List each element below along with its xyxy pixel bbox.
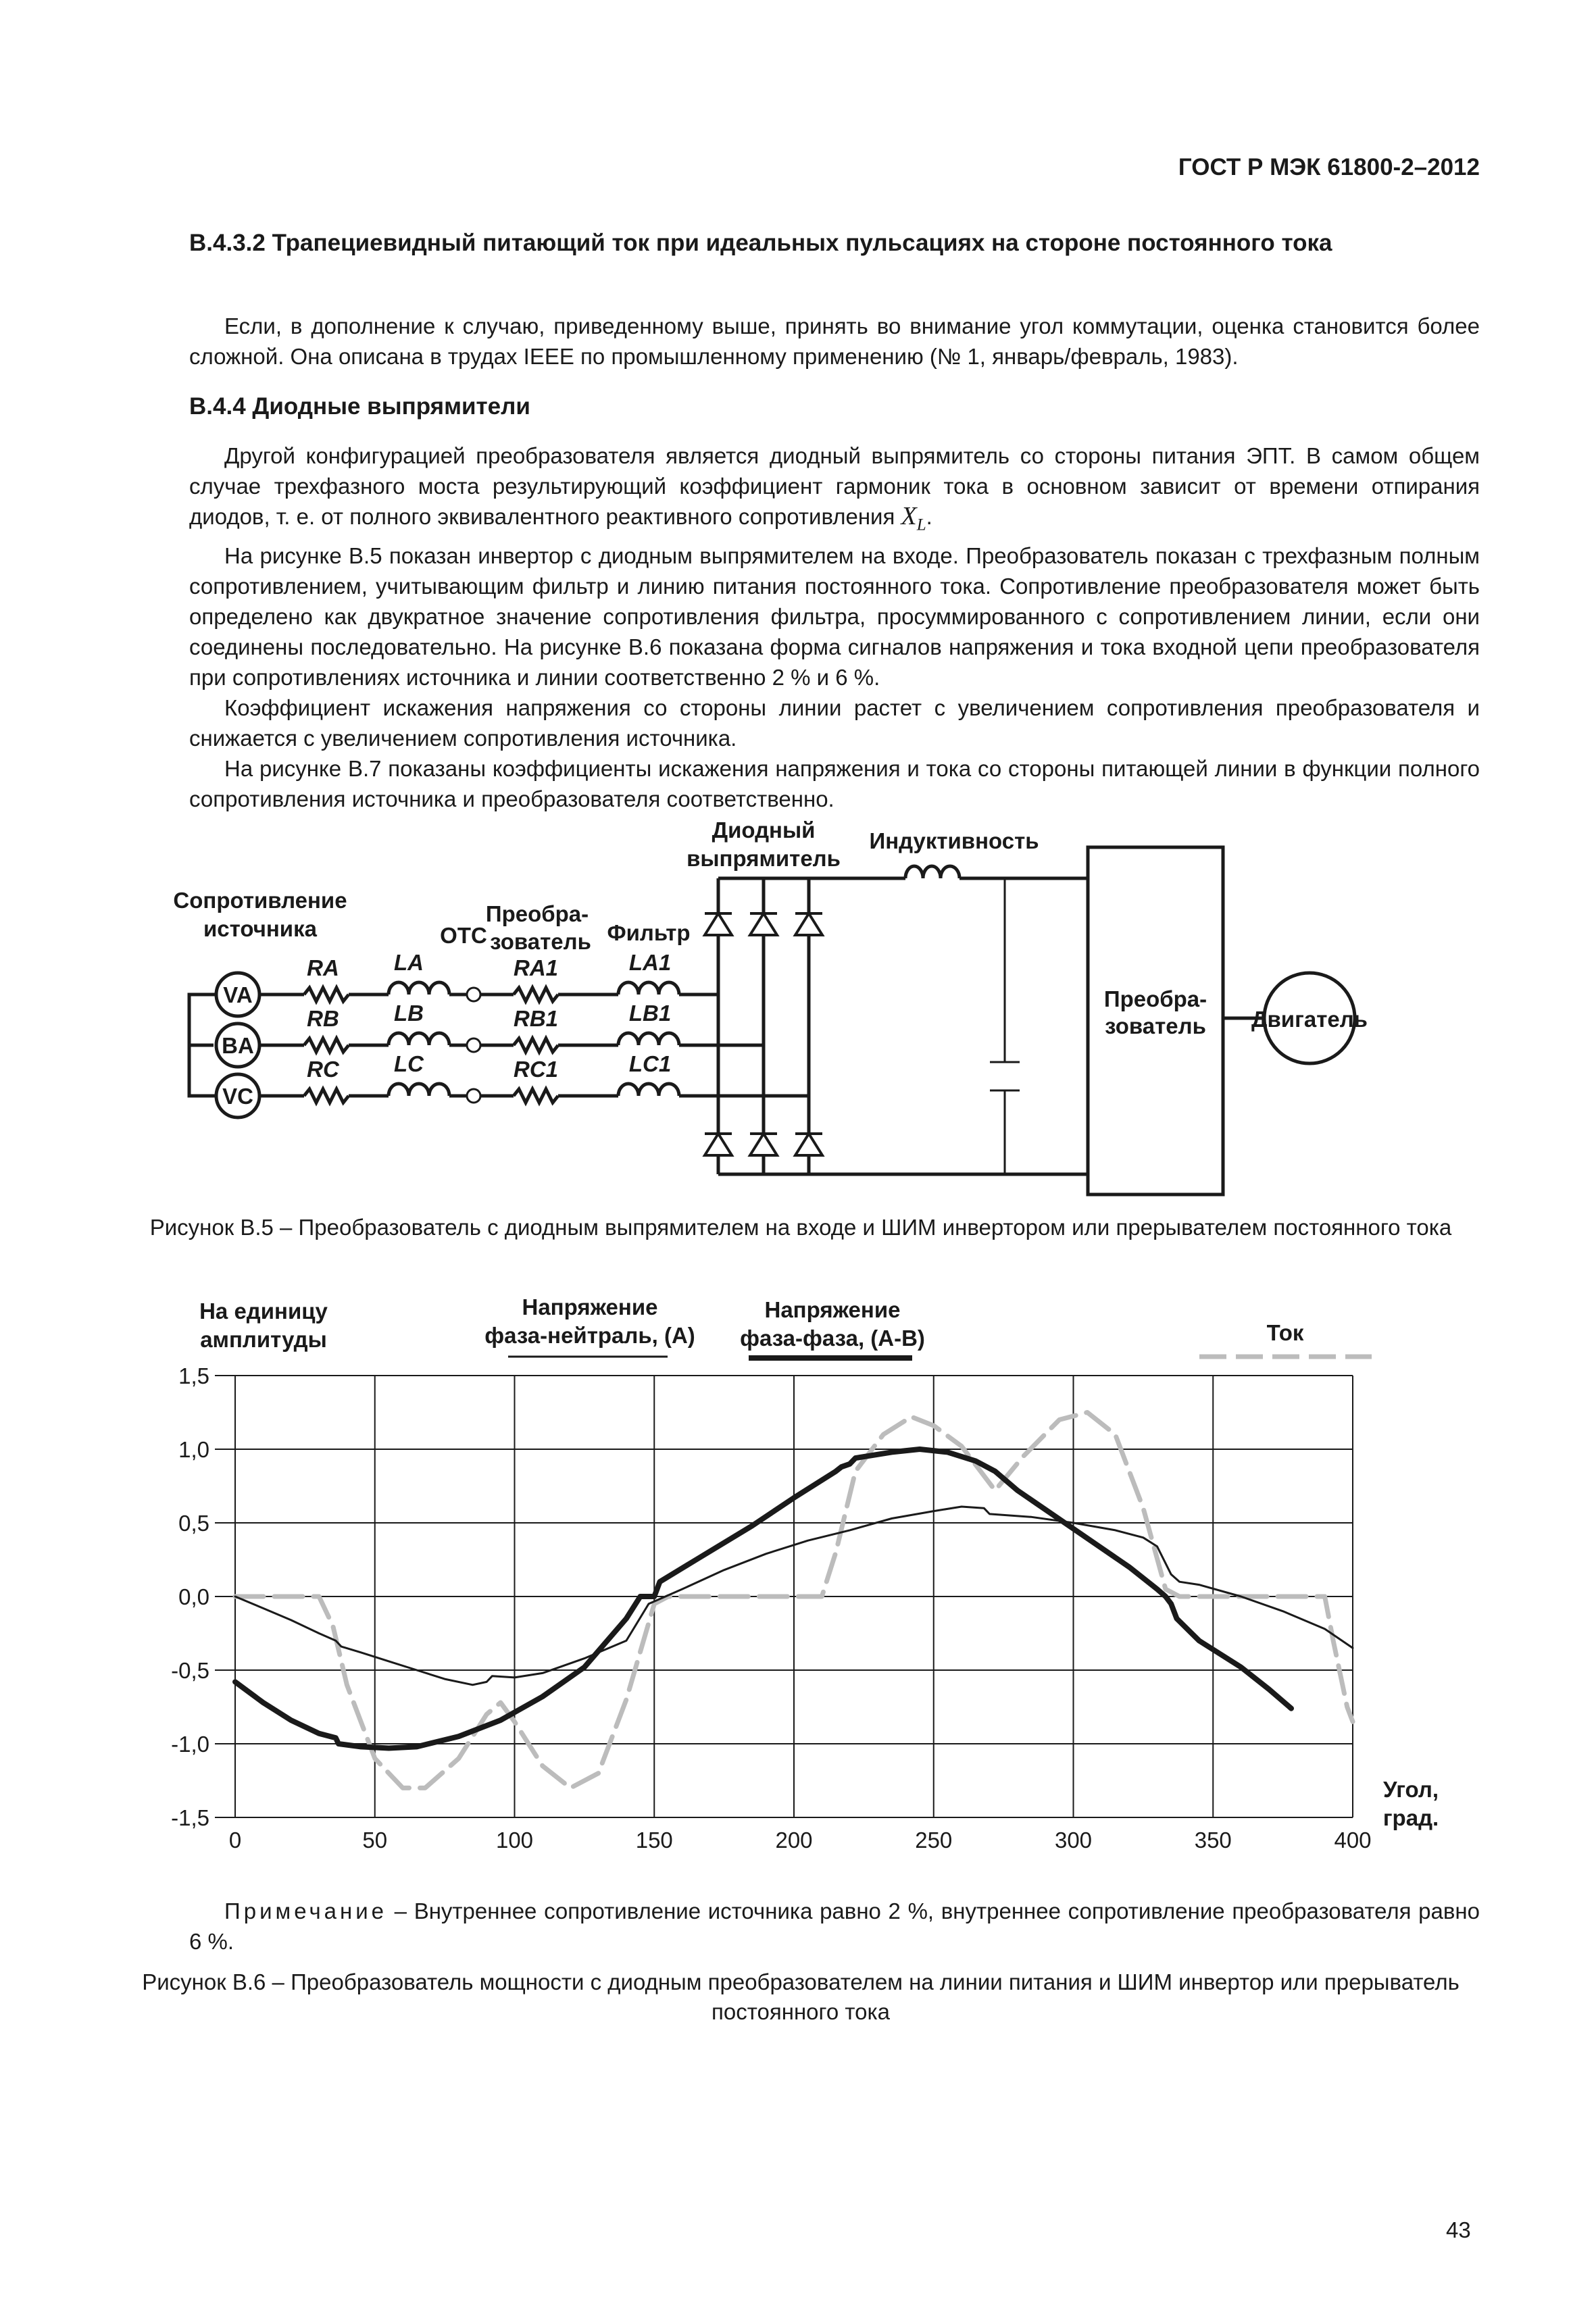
- page-number: 43: [1446, 2217, 1471, 2242]
- label-conv-2: зователь: [490, 929, 591, 954]
- xl-subscript: L: [916, 515, 926, 534]
- legend-unit-2: амплитуды: [200, 1327, 327, 1352]
- y-tick-label: -0,5: [171, 1658, 209, 1683]
- figure-b5-caption: Рисунок В.5 – Преобразователь с диодным выпрямителем на входе и ШИМ инвертором или прерывателем постоянного тока: [149, 1215, 1452, 1240]
- paragraph: Если, в дополнение к случаю, приведенному выше, принять во внимание угол коммутации, оценка становится более сложной. Она описана в трудах IEEE по промышленному применению (№ 1, январь/февраль, 1983).: [189, 313, 1480, 369]
- note-label: Примечание: [224, 1898, 388, 1923]
- x-tick-label: 50: [362, 1828, 388, 1853]
- label-filter: Фильтр: [607, 920, 691, 945]
- label-converter-2: зователь: [1105, 1013, 1206, 1038]
- legend-phase-neutral: Напряжение: [522, 1294, 658, 1319]
- label-va: VA: [223, 982, 253, 1007]
- y-tick-label: 0,0: [178, 1584, 209, 1609]
- label-lc1: LC1: [628, 1051, 672, 1076]
- paragraph: На рисунке В.7 показаны коэффициенты искажения напряжения и тока со стороны питающей линии в функции полного сопротивления источника и преобразователя соответственно.: [189, 755, 1480, 811]
- legend-phase-phase: Напряжение: [764, 1297, 901, 1322]
- label-ra1: RA1: [513, 955, 559, 980]
- chart-axes: [171, 1363, 1371, 1853]
- x-tick-label: 200: [775, 1828, 813, 1853]
- label-lc: LC: [394, 1051, 424, 1076]
- note-text: – Внутреннее сопротивление источника равно 2 %, внутреннее сопротивление преобразователя равно 6 %.: [189, 1898, 1480, 1954]
- label-rc: RC: [307, 1057, 339, 1082]
- legend-phase-phase-2: фаза-фаза, (A-B): [740, 1326, 925, 1351]
- section-b44-title: B.4.4 Диодные выпрямители: [189, 393, 530, 420]
- legend-phase-neutral-2: фаза-нейтраль, (A): [484, 1323, 695, 1348]
- label-rb1: RB1: [513, 1006, 559, 1031]
- label-lb: LB: [394, 1001, 424, 1026]
- x-tick-label: 150: [635, 1828, 673, 1853]
- label-ba: BA: [222, 1033, 254, 1058]
- figure-b6-caption: Рисунок В.6 – Преобразователь мощности с диодным преобразователем на линии питания и ШИМ инвертор или прерыватель постоянного тока: [142, 1969, 1460, 2024]
- legend-unit: На единицу: [199, 1299, 328, 1324]
- label-inductance: Индуктивность: [869, 828, 1039, 853]
- x-tick-label: 100: [495, 1828, 534, 1853]
- paragraph: Коэффициент искажения напряжения со стороны линии растет с увеличением сопротивления преобразователя и снижается с увеличением сопротивления источника.: [189, 695, 1480, 751]
- label-conv: Преобра-: [485, 901, 589, 926]
- y-tick-label: -1,0: [171, 1732, 209, 1757]
- x-tick-label: 0: [228, 1828, 242, 1853]
- legend-angle-2: град.: [1382, 1805, 1439, 1830]
- label-rc1: RC1: [513, 1057, 559, 1082]
- label-converter: Преобра-: [1103, 986, 1207, 1011]
- y-tick-label: 1,0: [178, 1437, 209, 1462]
- y-tick-label: -1,5: [171, 1805, 209, 1830]
- paragraph: На рисунке В.5 показан инвертор с диодным выпрямителем на входе. Преобразователь показан с трехфазным полным сопротивлением, учитывающим фильтр и линию питания постоянного тока. Сопротивление преобразователя может быть определено как двукратное значение сопротивления фильтра, просуммированного с сопротивлением линии, если они соединены последовательно. На рисунке В.6 показана форма сигналов напряжения и тока входной цепи преобразователя при сопротивлениях источника и линии соответственно 2 % и 6 %.: [189, 543, 1480, 690]
- x-tick-label: 250: [915, 1828, 953, 1853]
- label-ra: RA: [307, 955, 339, 980]
- legend-angle: Угол,: [1382, 1777, 1439, 1802]
- label-vc: VC: [222, 1084, 253, 1109]
- y-tick-label: 1,5: [178, 1363, 209, 1388]
- x-tick-label: 400: [1334, 1828, 1372, 1853]
- label-lb1: LB1: [628, 1001, 672, 1026]
- document-header: ГОСТ Р МЭК 61800-2–2012: [1178, 154, 1480, 180]
- legend-current: Ток: [1266, 1320, 1304, 1345]
- paragraph-end: .: [926, 504, 932, 529]
- x-tick-label: 350: [1194, 1828, 1232, 1853]
- y-tick-label: 0,5: [178, 1511, 209, 1536]
- paragraph-text: Другой конфигурацией преобразователя является диодный выпрямитель со стороны питания ЭПТ. В самом общем случае трехфазного моста результирующий коэффициент гармоник тока в основном зависит от времени отпирания диодов, т. е. от полного эквивалентного реактивного сопротивления: [189, 443, 1480, 529]
- label-la1: LA1: [628, 950, 672, 975]
- x-tick-label: 300: [1054, 1828, 1093, 1853]
- label-rb: RB: [307, 1006, 339, 1031]
- xl-letter: X: [901, 502, 917, 530]
- label-source-impedance-2: источника: [203, 916, 317, 941]
- label-la: LA: [394, 950, 424, 975]
- label-diode-rectifier: Диодный: [712, 818, 816, 842]
- label-diode-rectifier-2: выпрямитель: [687, 846, 841, 871]
- section-b432-title: B.4.3.2 Трапециевидный питающий ток при идеальных пульсациях на стороне постоянного тока: [189, 230, 1332, 256]
- label-source-impedance: Сопротивление: [173, 888, 347, 913]
- label-motor: Двигатель: [1251, 1007, 1368, 1032]
- label-otc: ОТС: [440, 923, 487, 948]
- figure-b6-note: [189, 1896, 1480, 1957]
